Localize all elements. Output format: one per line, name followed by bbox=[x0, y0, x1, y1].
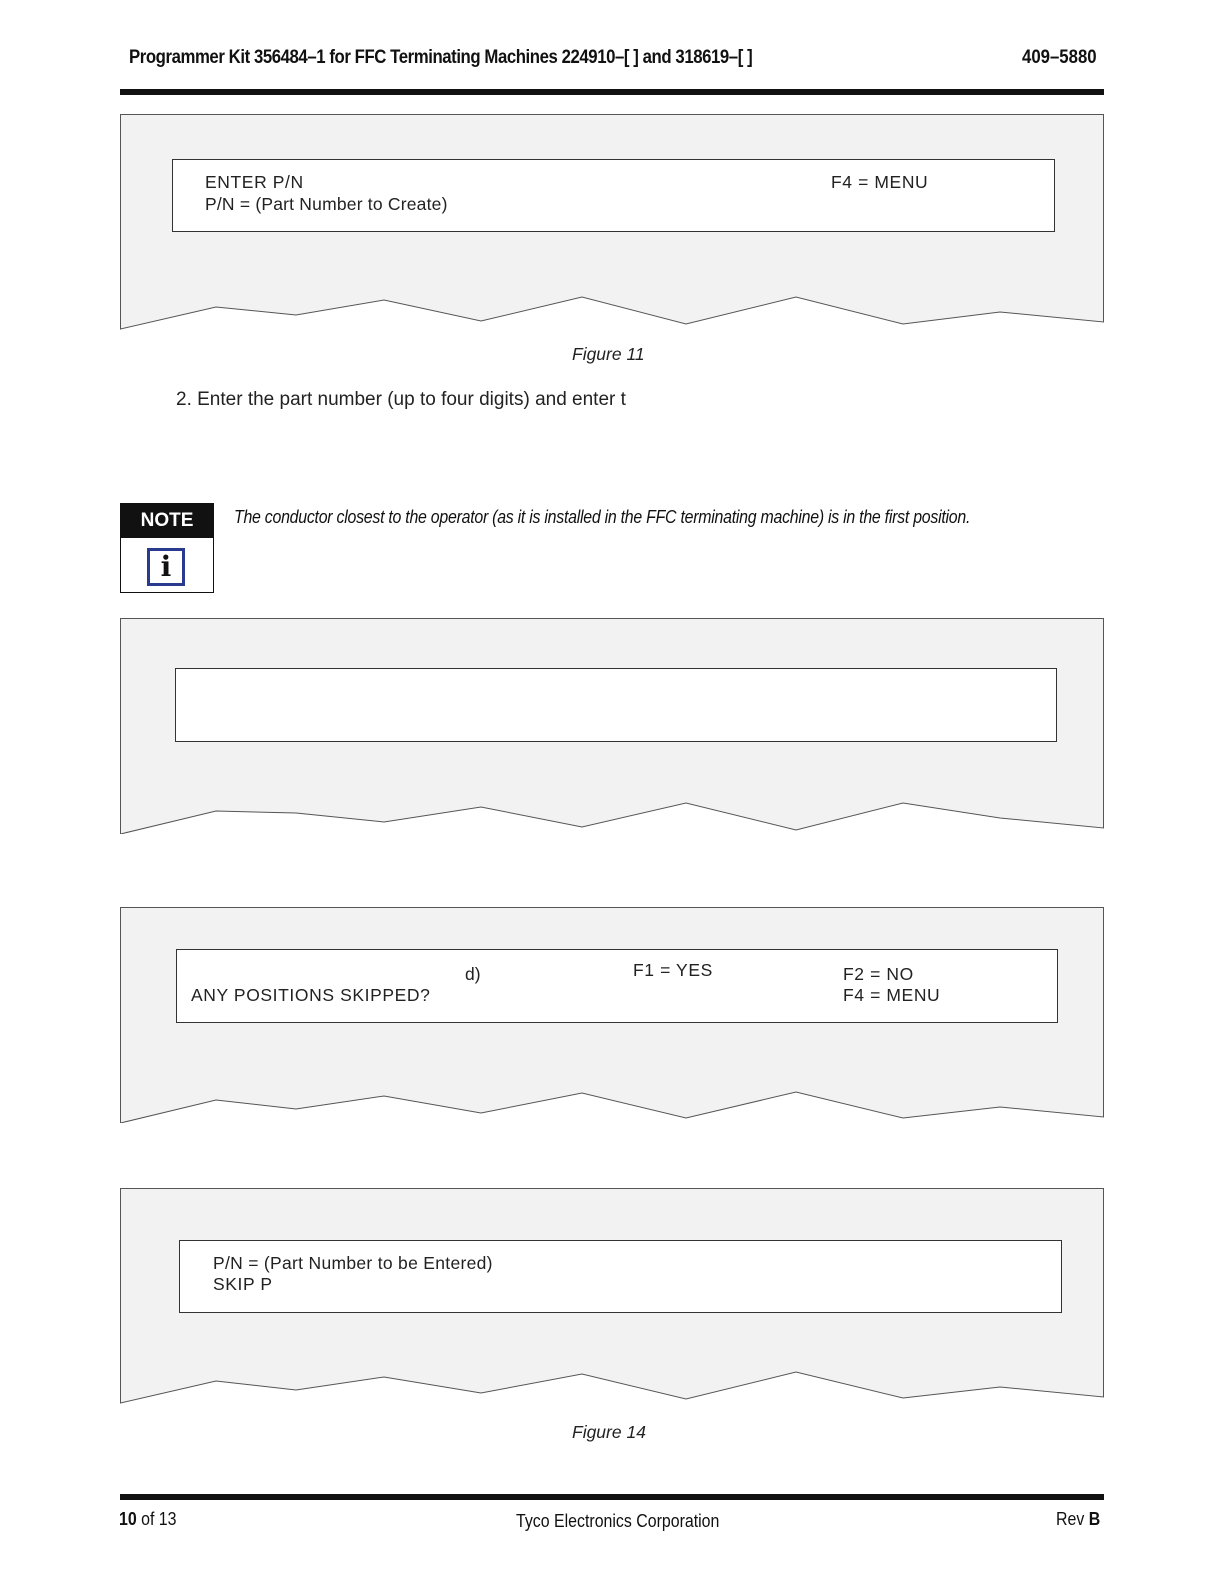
note-text: The conductor closest to the operator (as it is installed in the FFC terminating machine) is in the first position. bbox=[234, 506, 971, 527]
figure-12-panel bbox=[120, 618, 1104, 834]
figure-14-caption: Figure 14 bbox=[572, 1422, 646, 1442]
document-number: 409–5880 bbox=[1022, 46, 1097, 68]
figure-14-panel bbox=[120, 1188, 1104, 1404]
screen-line-pn: P/N = (Part Number to Create) bbox=[205, 194, 448, 214]
display-screen bbox=[172, 159, 1055, 232]
document-title: Programmer Kit 356484–1 for FFC Terminating Machines 224910–[ ] and 318619–[ ] bbox=[129, 46, 753, 68]
revision-label: Rev bbox=[1056, 1508, 1089, 1529]
info-icon: i bbox=[147, 548, 185, 586]
screen-question: ANY POSITIONS SKIPPED? bbox=[191, 985, 431, 1005]
figure-11-caption: Figure 11 bbox=[572, 344, 645, 364]
page-number bbox=[119, 1508, 177, 1530]
display-screen-blank bbox=[175, 668, 1057, 742]
figure-11-panel bbox=[120, 114, 1104, 330]
screen-f4-menu: F4 = MENU bbox=[831, 172, 929, 192]
step-2-text: 2. Enter the part number (up to four digits) and enter t bbox=[176, 389, 626, 410]
figure-13-panel bbox=[120, 907, 1104, 1123]
page-current: 10 bbox=[119, 1508, 137, 1529]
screen-line-enter-pn: ENTER P/N bbox=[205, 172, 304, 192]
revision-value: B bbox=[1088, 1508, 1101, 1529]
header-rule bbox=[120, 89, 1104, 95]
display-screen bbox=[179, 1240, 1062, 1313]
screen-line-skip: SKIP P bbox=[213, 1274, 273, 1294]
note-label: NOTE bbox=[121, 504, 213, 538]
revision bbox=[1056, 1508, 1100, 1530]
screen-f1-yes: F1 = YES bbox=[633, 960, 713, 980]
footer-rule bbox=[120, 1494, 1104, 1500]
page-total: of 13 bbox=[136, 1508, 177, 1529]
screen-fragment: d) bbox=[465, 964, 481, 984]
screen-f2-no: F2 = NO bbox=[843, 964, 914, 984]
screen-line-pn: P/N = (Part Number to be Entered) bbox=[213, 1253, 493, 1273]
note-box bbox=[120, 503, 214, 593]
screen-f4-menu: F4 = MENU bbox=[843, 985, 941, 1005]
display-screen bbox=[176, 949, 1058, 1023]
company-name: Tyco Electronics Corporation bbox=[516, 1510, 720, 1531]
